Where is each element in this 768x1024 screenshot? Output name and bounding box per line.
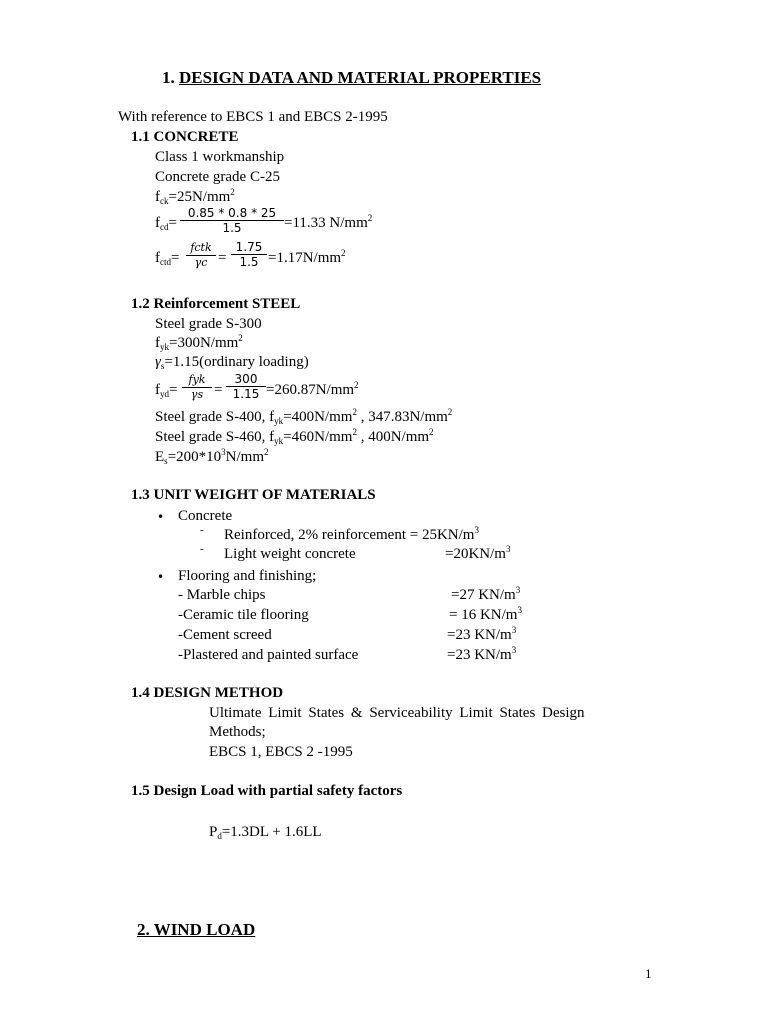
bullet-concrete: • (157, 510, 165, 524)
fyd-result: $=260.87N/mm^2$ (266, 380, 359, 398)
ceramic-tile-value: = 16 $KN/m^3$ (449, 605, 522, 623)
gamma-s-line: $\gamma_s=1.15(ordinary$ loading) (155, 354, 309, 371)
fyk-line: $f_{yk}=300N/mm^2$ (155, 333, 243, 352)
section-1-2-title: 1.2 Reinforcement STEEL (131, 296, 301, 312)
heading-1-number: 1. (162, 68, 175, 87)
heading-2: 2. WIND LOAD (137, 920, 256, 939)
fctd-fraction-numeric: 1.75 1.5 (231, 240, 267, 269)
design-method-line-1: Ultimate Limit States & Serviceability Limit States Design (209, 705, 585, 721)
reinforced-concrete: Reinforced, 2% reinforcement = $25KN/m^3$ (224, 525, 479, 543)
fctd-equals: = (218, 250, 227, 266)
section-1-5-title: 1.5 Design Load with partial safety factors (131, 783, 403, 799)
bullet-flooring: • (157, 570, 165, 584)
fctd-fraction-symbolic: fctk γc (186, 241, 216, 270)
steel-grade-s460: Steel grade S-460, $f_{yk}=460N/mm^2$ , $400N/mm^2$ (155, 427, 434, 446)
fcd-result: =11.33 $N/mm^2$ (284, 213, 373, 231)
flooring-label: Flooring and finishing; (178, 568, 317, 584)
steel-grade-s300: Steel grade S-300 (155, 316, 262, 332)
light-weight-value: $=20KN/m^3$ (445, 544, 511, 562)
page-number: 1 (645, 966, 652, 981)
reference-line: With reference to EBCS 1 and EBCS 2-1995 (118, 109, 388, 125)
plastered-surface-value: =23 $KN/m^3$ (447, 645, 517, 663)
concrete-label: Concrete (178, 508, 233, 524)
ceramic-tile-label: -Ceramic tile flooring (178, 607, 309, 623)
fyd-equals: = (214, 382, 223, 398)
cement-screed-label: -Cement screed (178, 627, 272, 643)
steel-grade-s400: Steel grade S-400, $f_{yk}=400N/mm^2$ , $347.83N/mm^2$ (155, 407, 453, 426)
fyd-fraction-numeric: 300 1.15 (226, 372, 266, 401)
es-line: $E_s=200*10^3N/mm^2$ (155, 447, 269, 466)
class-workmanship: Class 1 workmanship (155, 149, 285, 165)
pd-formula: $P_d=1.3DL + 1.6LL$ (209, 824, 322, 841)
fcd-fraction (180, 206, 284, 235)
fyd-fraction-symbolic: fyk γs (182, 373, 212, 402)
fcd-numerator: 0.85 * 0.8 * 25 (187, 206, 277, 220)
marble-chips-value: =27 $KN/m^3$ (451, 585, 521, 603)
fctd-result: $=1.17N/mm^2$ (268, 248, 346, 266)
section-1-1-title: 1.1 CONCRETE (131, 129, 239, 145)
dash-lightweight: - (200, 543, 204, 555)
section-1-4-title: 1.4 DESIGN METHOD (131, 685, 284, 701)
dash-reinforced: - (200, 524, 204, 536)
section-1-3-title: 1.3 UNIT WEIGHT OF MATERIALS (131, 487, 376, 503)
fctd-label: $f_{ctd}=$ (155, 250, 180, 267)
plastered-surface-label: -Plastered and painted surface (178, 647, 359, 663)
heading-1 (162, 69, 541, 86)
design-method-line-3: EBCS 1, EBCS 2 -1995 (209, 744, 353, 760)
design-method-line-2: Methods; (209, 724, 266, 740)
fck-line: $f_{ck}=25N/mm^2$ (155, 187, 235, 206)
marble-chips-label: - Marble chips (178, 587, 266, 603)
fyd-label: $f_{yd}=$ (155, 382, 178, 399)
light-weight-concrete: Light weight concrete (224, 546, 356, 562)
fcd-label: $f_{cd}=$ (155, 215, 177, 232)
cement-screed-value: =23 $KN/m^3$ (447, 625, 517, 643)
heading-1-underlined: DESIGN DATA AND MATERIAL PROPERTIES (179, 68, 542, 87)
concrete-grade: Concrete grade C-25 (155, 169, 280, 185)
fcd-denominator: 1.5 (222, 221, 242, 235)
